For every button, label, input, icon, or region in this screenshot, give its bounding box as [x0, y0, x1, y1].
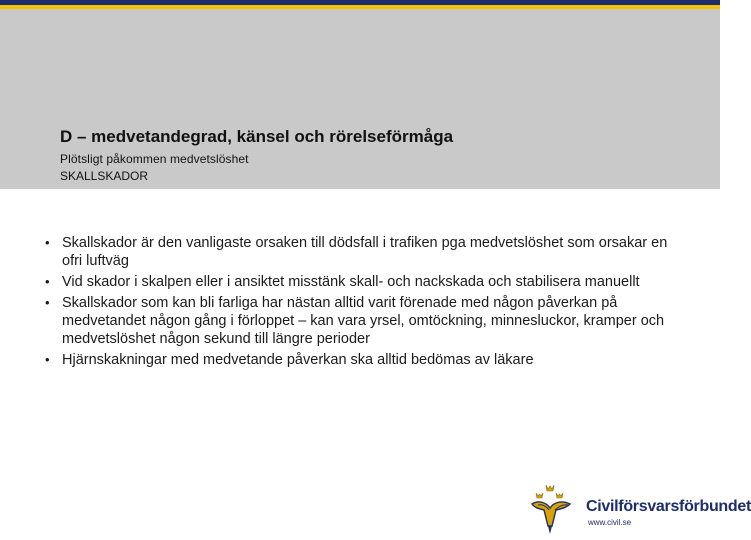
bullet-item: • Skallskador som kan bli farliga har nästan alltid varit förenade med någon påverkan på medvetandet någon gång i förloppet – kan vara yrsel, omtöckning, minnesluckor, kramper och medvetslöshet någon sekund till längre perioder [42, 294, 682, 348]
slide-title: D – medvetandegrad, känsel och rörelseförmåga [60, 127, 454, 146]
bullet-item: • Skallskador är den vanligaste orsaken till dödsfall i trafiken pga medvetslöshet som orsakar en ofri luftväg [42, 234, 682, 270]
bullet-list [42, 234, 682, 372]
slide-section-label: SKALLSKADOR [60, 169, 149, 183]
slide-subtitle: Plötsligt påkommen medvetslöshet [60, 152, 249, 166]
logo-url: www.civil.se [588, 518, 632, 527]
bullet-item: • Hjärnskakningar med medvetande påverkan ska alltid bedömas av läkare [42, 351, 682, 369]
logo-name: Civilförsvarsförbundet [586, 498, 751, 515]
organization-logo [526, 482, 751, 536]
crown-crest-icon [526, 482, 580, 536]
bullet-item: • Vid skador i skalpen eller i ansiktet misstänk skall- och nackskada och stabilisera manuellt [42, 273, 682, 291]
